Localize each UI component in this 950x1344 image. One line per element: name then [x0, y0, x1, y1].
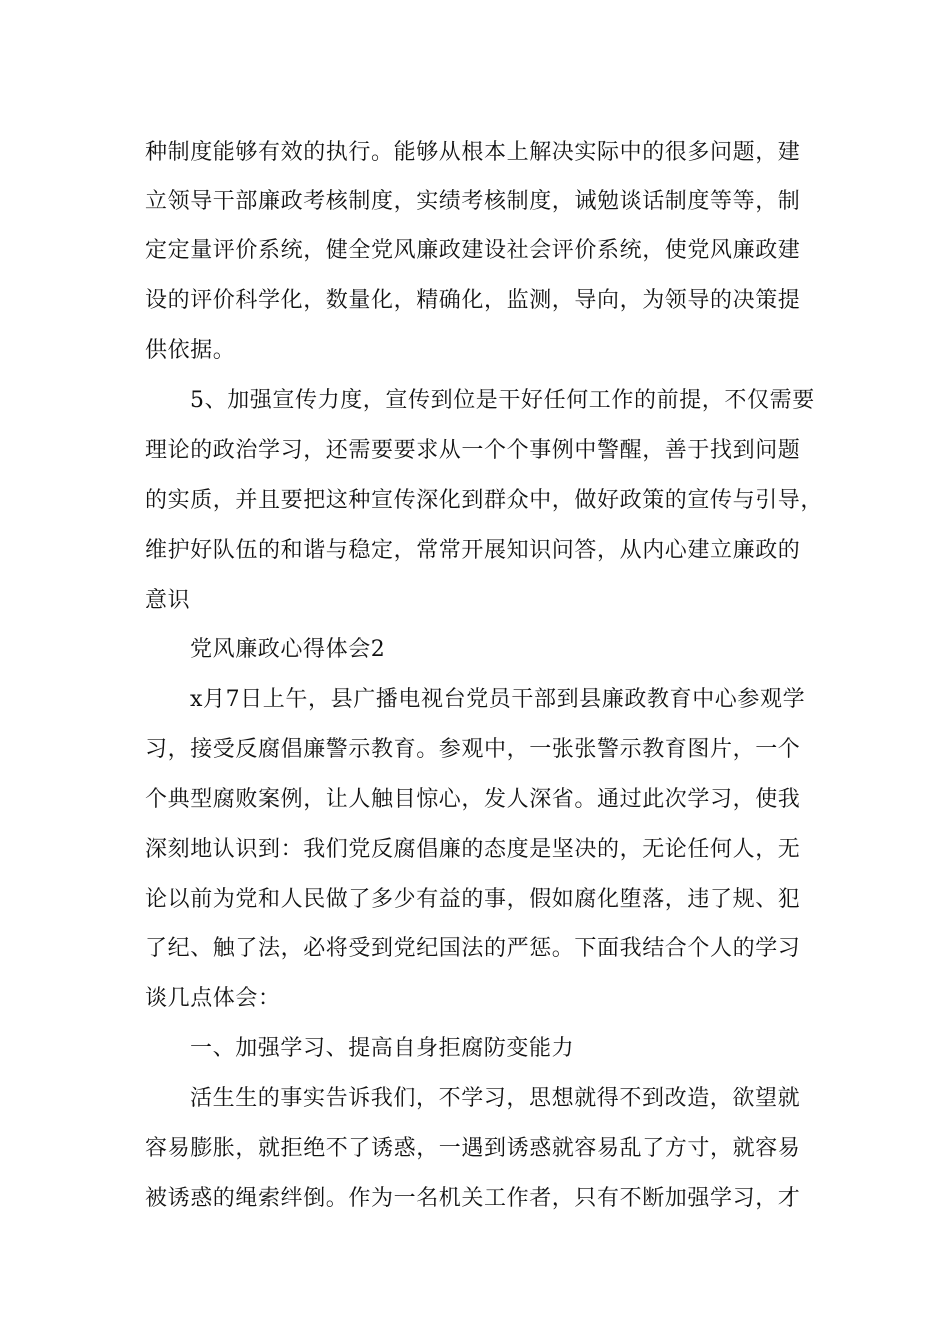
text-line: 种制度能够有效的执行。能够从根本上解决实际中的很多问题，建	[145, 140, 801, 165]
text-line: 供依据。	[145, 338, 236, 363]
text-line: 活生生的事实告诉我们，不学习，思想就得不到改造，欲望就	[190, 1086, 801, 1111]
text-line: 论以前为党和人民做了多少有益的事，假如腐化堕落，违了规、犯	[145, 887, 801, 912]
text-line: 维护好队伍的和谐与稳定，常常开展知识问答，从内心建立廉政的	[145, 538, 801, 563]
text-line: 容易膨胀，就拒绝不了诱惑，一遇到诱惑就容易乱了方寸，就容易	[145, 1136, 801, 1161]
text-line: 习，接受反腐倡廉警示教育。参观中，一张张警示教育图片，一个	[145, 737, 801, 762]
text-line: 谈几点体会：	[145, 986, 281, 1011]
subheading: 一、加强学习、提高自身拒腐防变能力	[190, 1036, 575, 1061]
text-line: 被诱惑的绳索绊倒。作为一名机关工作者，只有不断加强学习，才	[145, 1186, 801, 1211]
text-line: 设的评价科学化，数量化，精确化，监测，导向，为领导的决策提	[145, 288, 801, 313]
text-line: 5、加强宣传力度，宣传到位是干好任何工作的前提，不仅需要	[190, 388, 815, 413]
text-line: x月7日上午，县广播电视台党员干部到县廉政教育中心参观学	[190, 687, 806, 712]
text-line: 的实质，并且要把这种宣传深化到群众中，做好政策的宣传与引导，	[145, 488, 824, 513]
text-line: 个典型腐败案例，让人触目惊心，发人深省。通过此次学习，使我	[145, 787, 801, 812]
text-line: 定定量评价系统，健全党风廉政建设社会评价系统，使党风廉政建	[145, 238, 801, 263]
text-line: 了纪、触了法，必将受到党纪国法的严惩。下面我结合个人的学习	[145, 936, 801, 961]
section-heading: 党风廉政心得体会2	[190, 637, 386, 662]
text-line: 理论的政治学习，还需要要求从一个个事例中警醒，善于找到问题	[145, 438, 801, 463]
text-line: 深刻地认识到：我们党反腐倡廉的态度是坚决的，无论任何人，无	[145, 837, 801, 862]
text-line: 意识	[145, 588, 191, 613]
text-line: 立领导干部廉政考核制度，实绩考核制度，诫勉谈话制度等等，制	[145, 189, 801, 214]
